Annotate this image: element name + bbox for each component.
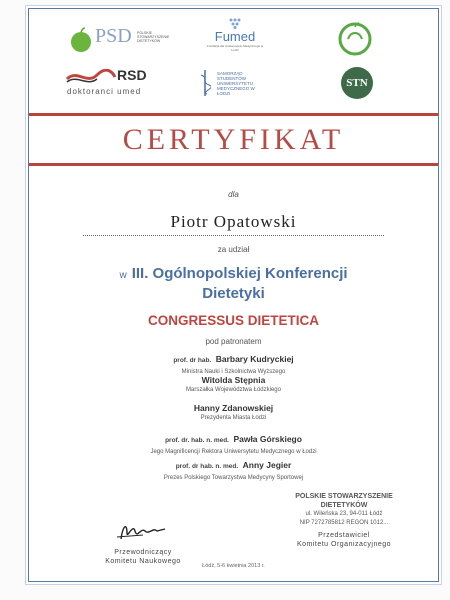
patron-name: Witolda Stępnia bbox=[201, 375, 266, 385]
patron-entry bbox=[29, 349, 438, 375]
patron-role: Ministra Nauki i Szkolnictwa Wyższego bbox=[181, 369, 286, 375]
date-line: Łódź, 5-6 kwietnia 2013 r. bbox=[202, 563, 265, 569]
fumed-logo bbox=[205, 17, 265, 59]
stamp-line2: DIETETYKÓW bbox=[320, 501, 368, 509]
stamp-line4: NIP 7272785812 REGON 1012... bbox=[299, 519, 389, 526]
left-role-line1: Przewodniczący bbox=[114, 549, 172, 556]
participation-label: za udział bbox=[217, 245, 250, 254]
patron-title: prof. dr. hab. n. med. bbox=[165, 437, 229, 444]
name-dotted-line bbox=[83, 235, 384, 236]
samorzad-caption: SAMORZĄD STUDENTÓW UNIWERSYTETU MEDYCZNEGO W ŁODZI bbox=[217, 71, 255, 96]
rsd-caption: doktoranci umed bbox=[67, 87, 142, 96]
patron-role: Prezydenta Miasta Łodzi bbox=[200, 415, 267, 421]
patron-entry bbox=[29, 455, 438, 481]
red-rule-top bbox=[29, 113, 438, 116]
caduceus-icon bbox=[199, 69, 211, 97]
conference-line1: III. Ogólnopolskiej Konferencji bbox=[131, 265, 348, 282]
fumed-caption: Fundacja dla Uniwersytetu Medycznego w Łodzi bbox=[206, 44, 264, 52]
recipient-name: Piotr Opatowski bbox=[170, 212, 297, 231]
conference-line2: Dietetyki bbox=[202, 285, 265, 302]
patron-role: Marszałka Województwa Łódzkiego bbox=[186, 387, 281, 393]
organizing-committee-signature bbox=[269, 493, 419, 549]
right-role-line2: Komitetu Organizacyjnego bbox=[296, 541, 392, 548]
red-rule-bottom bbox=[29, 163, 438, 166]
stn-logo: STN bbox=[341, 67, 373, 99]
patron-entry bbox=[29, 403, 438, 421]
patron-name: Hanny Zdanowskiej bbox=[193, 403, 274, 413]
conference-title bbox=[29, 265, 438, 303]
patron-name: Barbary Kudryckiej bbox=[215, 354, 294, 364]
logo-bar bbox=[29, 9, 438, 109]
handwritten-signature bbox=[113, 519, 173, 543]
patron-entry bbox=[29, 429, 438, 455]
wave-icon bbox=[65, 69, 117, 85]
certificate-title: CERTYFIKAT bbox=[122, 123, 345, 156]
patron-name: Pawła Górskiego bbox=[233, 434, 302, 444]
for-label: dla bbox=[228, 190, 239, 199]
certificate-frame bbox=[28, 8, 439, 582]
psd-logo bbox=[69, 23, 179, 59]
patron-role: Jego Magnificencji Rektora Uniwersytetu Medycznego w Łodzi bbox=[150, 449, 317, 455]
right-role-line1: Przedstawiciel bbox=[318, 532, 370, 539]
patron-title: prof. dr hab. n. med. bbox=[175, 463, 239, 470]
apple-outline-icon bbox=[337, 21, 373, 57]
patronage-label: pod patronatem bbox=[205, 337, 262, 346]
dots-icon bbox=[228, 17, 242, 29]
rsd-text: RSD bbox=[117, 67, 147, 83]
conference-prefix: w bbox=[119, 270, 127, 281]
stamp-line1: POLSKIE STOWARZYSZENIE bbox=[295, 493, 393, 500]
scientific-committee-signature bbox=[83, 519, 203, 566]
congress-name: CONGRESSUS DIETETICA bbox=[147, 313, 320, 328]
patron-name: Anny Jegier bbox=[242, 460, 292, 470]
fumed-text: Fumed bbox=[214, 29, 256, 44]
rsd-logo bbox=[65, 67, 165, 101]
psd-caption: POLSKIE STOWARZYSZENIE DIETETYKÓW bbox=[137, 31, 170, 43]
left-role-line2: Komitetu Naukowego bbox=[105, 558, 181, 565]
samorzad-logo bbox=[199, 67, 289, 103]
stamp-line3: ul. Wileńska 23, 94-011 Łódź bbox=[305, 511, 383, 517]
psd-letters: PSD bbox=[95, 25, 132, 47]
apple-icon bbox=[69, 27, 93, 53]
patron-title: prof. dr hab. bbox=[173, 357, 212, 364]
patron-role: Prezes Polskiego Towarzystwa Medycyny Sportowej bbox=[163, 475, 304, 481]
patron-entry bbox=[29, 375, 438, 393]
